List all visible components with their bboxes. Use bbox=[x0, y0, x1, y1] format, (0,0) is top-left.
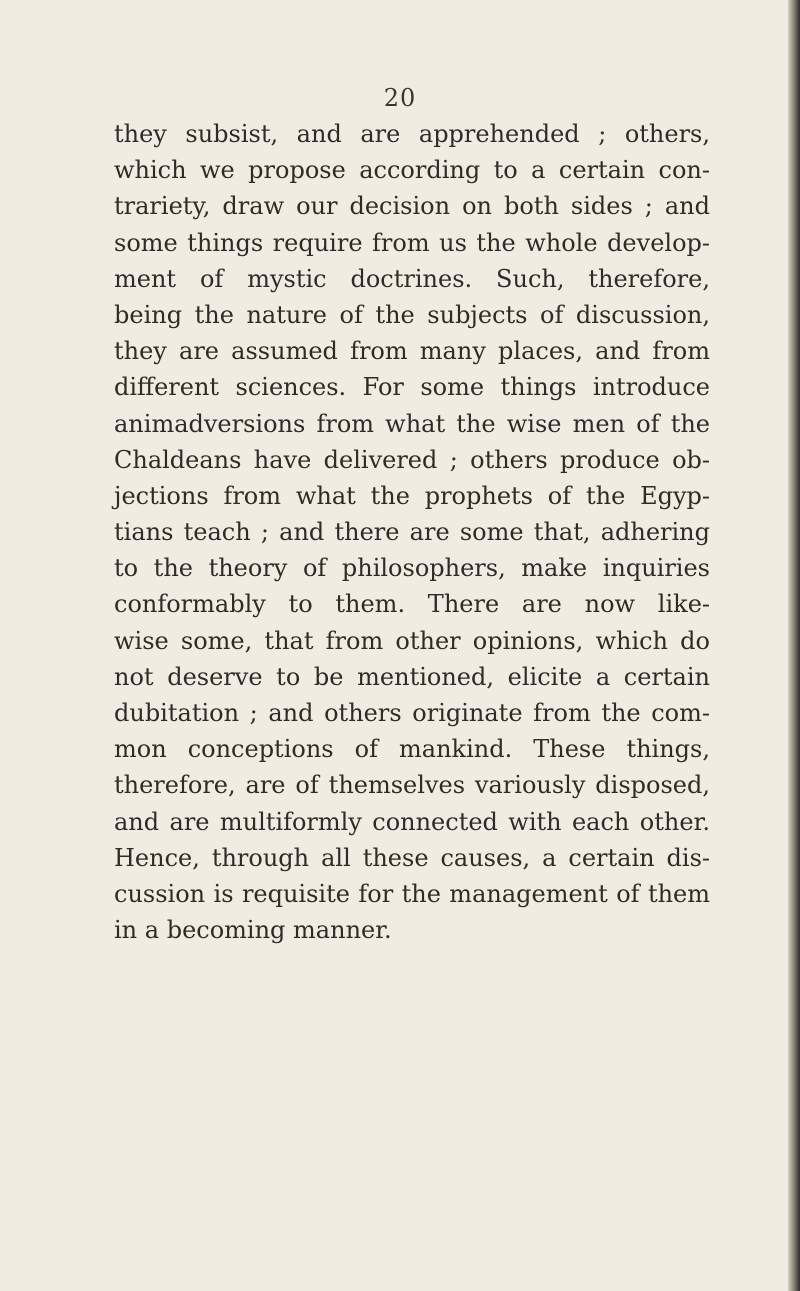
text-line: not deserve to be mentioned, elicite a certain bbox=[114, 662, 710, 691]
page-number: 20 bbox=[383, 84, 417, 112]
text-line: wise some, that from other opinions, which do bbox=[114, 626, 710, 655]
text-line: mon conceptions of mankind. These things, bbox=[114, 735, 710, 764]
text-line: and are multiformly connected with each other. bbox=[114, 807, 710, 836]
text-line: conformably to them. There are now like- bbox=[114, 590, 710, 619]
body-text bbox=[114, 116, 710, 948]
text-line: in a becoming manner. bbox=[114, 916, 392, 945]
text-line: different sciences. For some things introduce bbox=[114, 373, 710, 402]
text-line: they subsist, and are apprehended ; others, bbox=[114, 120, 710, 148]
text-line: tians teach ; and there are some that, adhering bbox=[114, 518, 710, 547]
text-line: therefore, are of themselves variously disposed, bbox=[114, 771, 710, 800]
text-line: they are assumed from many places, and from bbox=[114, 337, 710, 366]
text-line: Chaldeans have delivered ; others produce ob- bbox=[114, 445, 710, 474]
text-line: jections from what the prophets of the Egyp- bbox=[114, 481, 710, 510]
text-line: animadversions from what the wise men of the bbox=[114, 409, 710, 438]
text-line: ment of mystic doctrines. Such, therefore, bbox=[114, 264, 710, 293]
text-line: cussion is requisite for the management of them bbox=[114, 879, 710, 908]
text-line: Hence, through all these causes, a certain dis- bbox=[114, 843, 710, 872]
text-line: some things require from us the whole develop- bbox=[114, 228, 710, 257]
text-line: being the nature of the subjects of discussion, bbox=[114, 300, 710, 329]
text-line: which we propose according to a certain con- bbox=[114, 156, 710, 185]
text-line: trariety, draw our decision on both sides ; and bbox=[114, 192, 710, 221]
page-edge-shadow bbox=[788, 0, 800, 1291]
text-line: dubitation ; and others originate from the com- bbox=[114, 699, 710, 727]
text-line: to the theory of philosophers, make inquiries bbox=[114, 554, 710, 583]
